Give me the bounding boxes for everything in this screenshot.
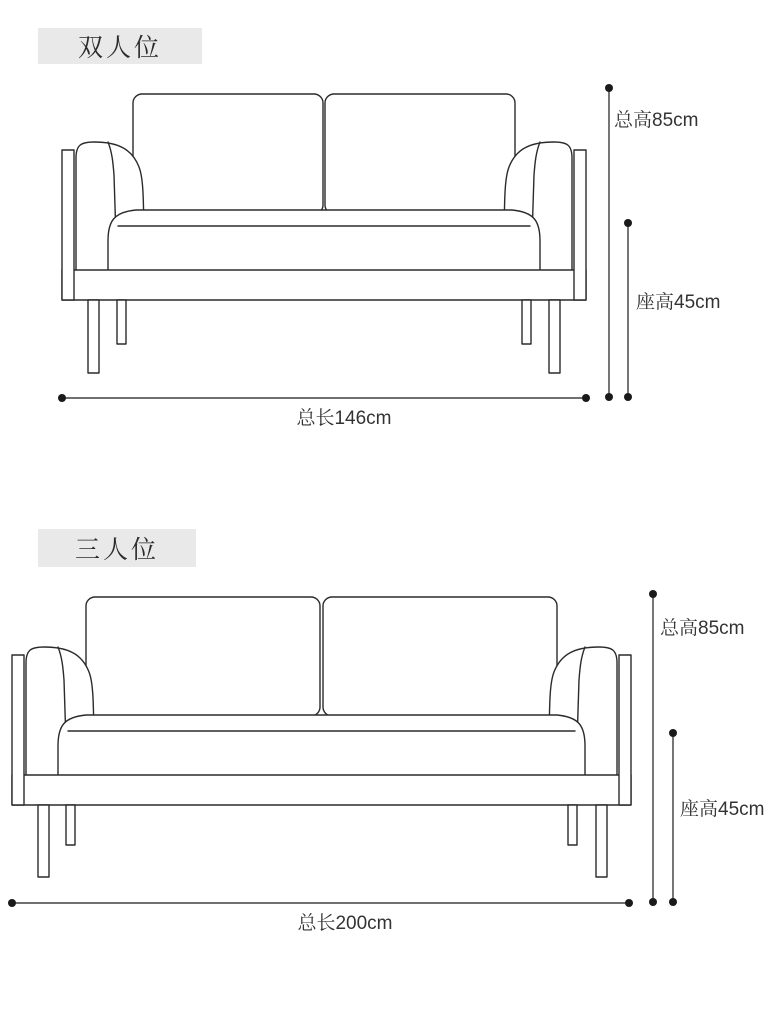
section-title-three-seater: 三人位 <box>38 529 196 567</box>
three-seater-sofa-drawing <box>12 597 631 877</box>
two-seater-base-frame <box>62 270 586 300</box>
two-seater-seat-height-line <box>624 219 632 401</box>
three-seater-seat-height-label: 座高45cm <box>680 799 765 820</box>
two-seater-seat-cushion <box>108 210 540 271</box>
three-seater-total-height-line <box>649 590 657 906</box>
three-seater-back-cushions <box>86 597 557 716</box>
two-seater-total-length-label: 总长146cm <box>296 408 392 429</box>
three-seater-total-length-label: 总长200cm <box>297 913 393 934</box>
two-seater-total-height-line <box>605 84 613 401</box>
two-seater-total-length-line <box>58 394 590 402</box>
three-seater-base-frame <box>12 775 631 805</box>
three-seater-total-length-line <box>8 899 633 907</box>
two-seater-total-height-label: 总高85cm <box>614 110 699 131</box>
two-seater-legs <box>88 300 560 373</box>
two-seater-back-cushions <box>133 94 515 214</box>
three-seater-legs <box>38 805 607 877</box>
three-seater-seat-cushion <box>58 715 585 776</box>
three-seater-seat-height-line <box>669 729 677 906</box>
section-title-two-seater: 双人位 <box>38 28 202 64</box>
three-seater-total-height-label: 总高85cm <box>660 618 745 639</box>
two-seater-seat-height-label: 座高45cm <box>636 292 721 313</box>
two-seater-sofa-drawing <box>62 94 586 373</box>
